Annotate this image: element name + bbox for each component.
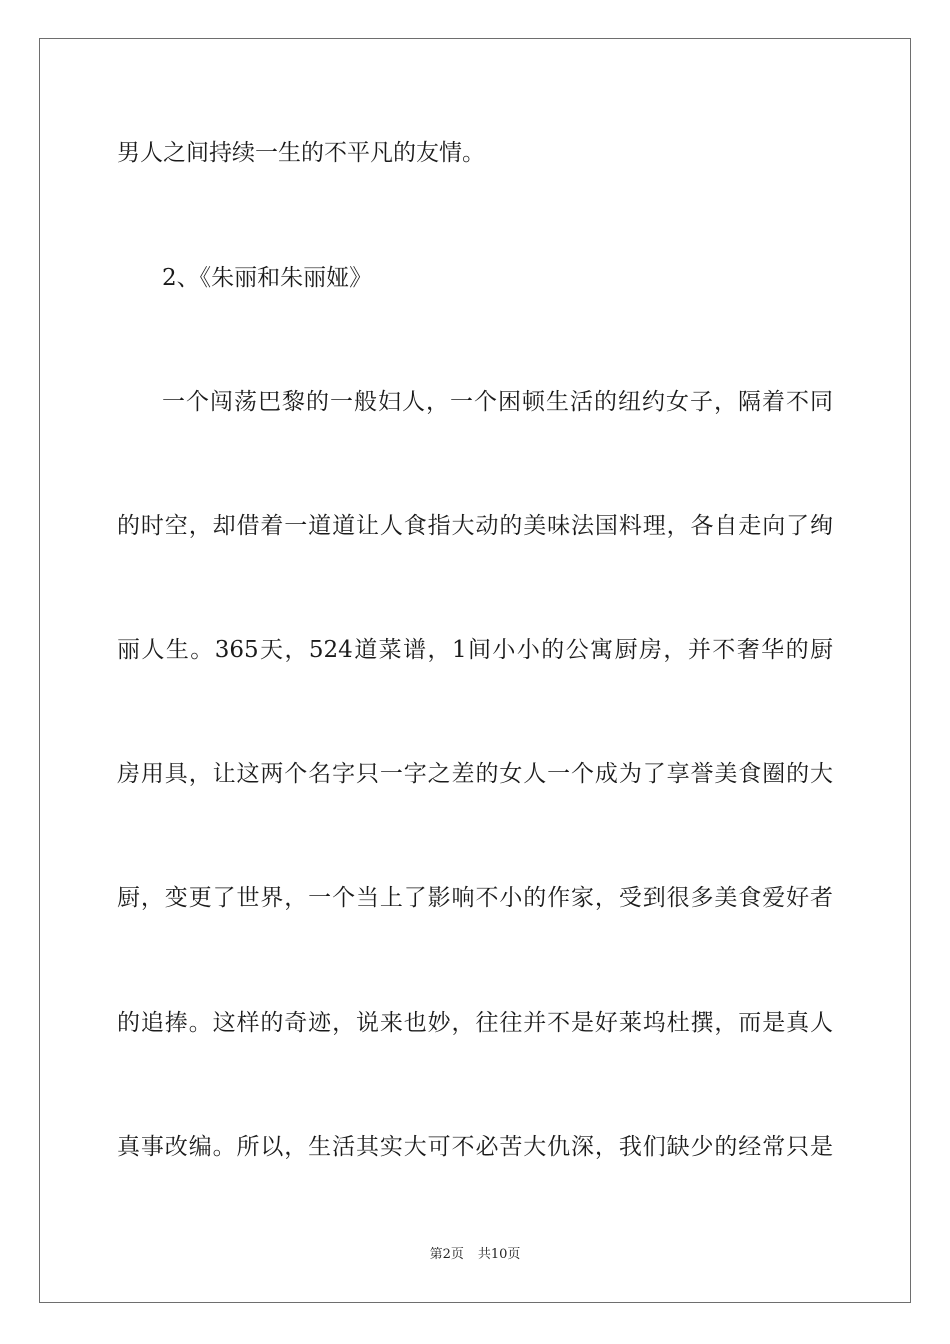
section-heading: 2、《朱丽和朱丽娅》 [162,265,373,291]
paragraph-line-1: 男人之间持续一生的不平凡的友情。 [117,140,485,166]
page-number: 第2页 [429,1247,464,1262]
paragraph-line-7: 的追捧。这样的奇迹，说来也妙，往往并不是好莱坞杜撰，而是真人 [117,1010,833,1036]
page-border [39,38,911,1303]
paragraph-line-8: 真事改编。所以，生活其实大可不必苦大仇深，我们缺少的经常只是 [117,1134,833,1160]
paragraph-line-3: 的时空，却借着一道道让人食指大动的美味法国料理，各自走向了绚 [117,513,833,539]
paragraph-line-4: 丽人生。365天，524道菜谱，1间小小的公寓厨房，并不奢华的厨 [117,637,833,663]
paragraph-line-6: 厨，变更了世界，一个当上了影响不小的作家，受到很多美食爱好者 [117,885,833,911]
paragraph-line-5: 房用具，让这两个名字只一字之差的女人一个成为了享誉美食圈的大 [117,761,833,787]
page-total: 共10页 [477,1247,521,1262]
page-footer [0,1246,950,1264]
paragraph-line-2: 一个闯荡巴黎的一般妇人，一个困顿生活的纽约女子，隔着不同 [162,389,833,415]
